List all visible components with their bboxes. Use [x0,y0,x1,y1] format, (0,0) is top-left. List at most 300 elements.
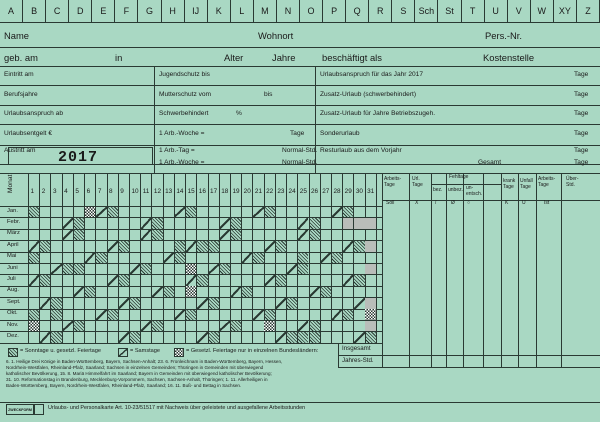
monat-label: Monat [7,174,14,193]
saturday-cell [51,264,62,275]
summary-header: Url. Tage [412,176,423,188]
sunday-holiday-cell [298,252,309,263]
index-letter: E [92,0,115,22]
sunday-holiday-cell [309,218,320,229]
summary-code: U [522,200,526,206]
jahres-std-label: Jahres-Std. [342,356,374,364]
sunday-holiday-cell [365,332,376,343]
sunday-holiday-cell [29,309,40,320]
day-number: 27 [322,188,330,195]
month-label: März [7,230,20,237]
index-letter: Z [577,0,600,22]
form-unit-label: bis [264,91,273,98]
sunday-holiday-cell [73,229,84,240]
summary-header: unbez. [448,187,464,193]
regional-holiday-cell [365,309,376,320]
saturday-cell [174,309,185,320]
summary-code: Ø [451,200,455,206]
saturday-cell [208,264,219,275]
saturday-cell [73,286,84,297]
form-col-divider [315,66,316,173]
index-letter: A [0,0,23,22]
summary-code: / [435,200,437,206]
form-field-label: 1 Arb.-Tag = [159,147,195,154]
sunday-holiday-cell [107,309,118,320]
saturday-cell [141,229,152,240]
sunday-holiday-cell [231,229,242,240]
sunday-holiday-cell [152,229,163,240]
sunday-holiday-cell [219,264,230,275]
day-number: 26 [311,188,319,195]
sunday-holiday-cell [309,229,320,240]
saturday-cell [231,286,242,297]
summary-header: Unfall Tage [520,178,533,190]
day-col-line [62,173,63,343]
sunday-holiday-cell [253,252,264,263]
form-field-label: Zusatz-Urlaub (schwerbehindert) [320,91,417,98]
alphabet-index-bar [0,0,600,22]
sunday-holiday-cell [174,252,185,263]
summary-code: X [415,200,419,206]
kostenstelle-label: Kostenstelle [483,52,535,63]
form-field-label: 1 Arb.-Woche = [159,159,205,166]
legend-regional-swatch [174,348,184,357]
summary-col-line [382,173,383,367]
form-unit-label: Tage [574,71,589,78]
sunday-holiday-cell [309,321,320,332]
sunday-holiday-cell [275,275,286,286]
saturday-cell [107,275,118,286]
holiday-note-line: Baden-Württemberg, Bayern, Nordrhein-Westfalen, Rheinland-Pfalz, Saarland; 16. 11. Buß- und Bettag in Sachsen. [6,383,242,389]
saturday-cell [332,309,343,320]
sunday-holiday-cell [275,241,286,252]
month-label: Febr. [7,218,21,225]
form-unit-label: Tage [574,147,589,154]
sunday-holiday-cell [73,218,84,229]
day-number: 5 [75,188,79,195]
month-label: Mai [7,253,17,260]
holiday-note-line: 6. 1. Heilige Drei Könige in Baden-Württemberg, Bayern, Sachsen-Anhalt; 23. 6. Fronleichnam in Baden-Württemberg, Bayern, Hessen, [6,358,283,364]
day-number: 19 [232,188,240,195]
index-letter: B [23,0,46,22]
form-row-line [0,124,600,125]
index-letter: Sch [415,0,438,22]
saturday-cell [354,298,365,309]
day-number: 8 [109,188,113,195]
form-unit-label: Tage [574,159,589,166]
month-label: Juni [7,264,18,271]
summary-col-line [409,173,410,367]
gebam-row-line [0,66,600,67]
saturday-cell [275,332,286,343]
day-number: 23 [277,188,285,195]
summary-code: ○ [467,200,471,206]
day-number: 7 [97,188,102,195]
summary-header: Arbeits- Tage [538,176,556,188]
day-col-line [151,173,152,343]
sunday-holiday-cell [96,252,107,263]
saturday-cell [62,218,73,229]
form-field-label: 1 Arb.-Woche = [159,130,205,137]
saturday-cell [163,252,174,263]
holiday-note-line: Nordrhein-Westfalen, Rheinland-Pfalz, Saarland; Sachsen in einzelnen Gemeinden; Thüringen in Gemeinden mit überwiegend [6,364,264,370]
day-number: 12 [153,188,162,195]
saturday-cell [62,321,73,332]
unused-day-cell [365,218,376,229]
sunday-holiday-cell [130,332,141,343]
saturday-cell [253,309,264,320]
month-label: Aug. [7,287,19,294]
index-letter: T [462,0,485,22]
saturday-cell [141,218,152,229]
legend-saturday-label: = Samstage [130,347,161,354]
saturday-cell [343,275,354,286]
day-number: 21 [254,188,262,195]
index-letter: C [46,0,69,22]
saturday-cell [287,264,298,275]
index-letter: O [300,0,323,22]
sunday-holiday-cell [264,207,275,218]
form-row-line [0,85,600,86]
totals-left-line [338,343,339,367]
day-col-line [73,173,74,343]
sunday-holiday-cell [343,309,354,320]
summary-col-line [463,173,464,367]
saturday-cell [264,275,275,286]
form-row-line [0,145,600,146]
jahre-label: Jahre [272,52,296,63]
sunday-holiday-cell [118,275,129,286]
sunday-holiday-cell [320,286,331,297]
saturday-cell [141,321,152,332]
sunday-holiday-cell [231,218,242,229]
name-row-line [0,47,600,48]
summary-col-line [561,173,562,367]
index-letter: S [392,0,415,22]
form-field-label: Schwerbehindert [159,110,209,117]
day-col-line [39,173,40,343]
day-number: 13 [165,188,173,195]
saturday-cell [332,207,343,218]
day-number: 14 [176,188,184,195]
day-col-line [309,173,310,343]
sunday-holiday-cell [107,207,118,218]
summary-col-line [536,173,537,367]
regional-holiday-cell [29,321,40,332]
form-unit-label: Tage [574,91,589,98]
regional-holiday-cell [85,207,96,218]
form-field-label: Zusatz-Urlaub für Jahre Betriebszugeh. [320,110,436,117]
saturday-cell [174,207,185,218]
month-row-line [0,229,382,230]
sunday-holiday-cell [343,207,354,218]
index-letter: D [69,0,92,22]
sunday-holiday-cell [29,252,40,263]
regional-holiday-cell [264,321,275,332]
day-number: 6 [86,188,91,195]
index-letter: XY [554,0,577,22]
saturday-cell [309,286,320,297]
form-field-label: Sonderurlaub [320,130,360,137]
summary-col-line [518,173,519,367]
summary-col-line [483,173,484,367]
saturday-cell [40,332,51,343]
index-letter: U [485,0,508,22]
brand-mark [34,404,44,415]
geb-am-label: geb. am [4,52,38,63]
month-label: Sept. [7,298,21,305]
index-letter: V [508,0,531,22]
form-col-divider [154,66,155,173]
sunday-holiday-cell [40,241,51,252]
unused-day-cell [365,298,376,309]
day-number: 20 [243,188,251,195]
saturday-cell [197,332,208,343]
form-field-label: Urlaubsentgelt € [4,130,53,137]
sunday-holiday-cell [62,264,73,275]
form-field-label: Urlaubsanspruch ab [4,110,64,117]
sunday-holiday-cell [152,321,163,332]
saturday-cell [298,229,309,240]
sunday-holiday-cell [152,218,163,229]
sunday-holiday-cell [85,286,96,297]
sunday-holiday-cell [174,241,185,252]
saturday-cell [96,309,107,320]
index-letter: N [277,0,300,22]
month-label: Jan. [7,207,18,214]
sunday-holiday-cell [287,332,298,343]
day-number: 17 [210,188,218,195]
alpha-bottom-line [0,22,600,23]
day-number: 28 [333,188,341,195]
saturday-cell [96,207,107,218]
sunday-holiday-cell [309,332,320,343]
form-row-line [0,105,600,106]
day-number: 3 [52,188,57,195]
day-number: 11 [142,188,150,195]
day-col-line [208,173,209,343]
month-row-line [0,343,382,344]
day-col-line [140,173,141,343]
summary-code: Ist [544,200,550,206]
sunday-holiday-cell [186,309,197,320]
summary-code: K [505,200,509,206]
sunday-holiday-cell [287,298,298,309]
sunday-holiday-cell [197,275,208,286]
index-letter: St [438,0,461,22]
form-unit-label: Tage [290,130,305,137]
day-col-line [230,173,231,343]
saturday-cell [107,241,118,252]
sunday-holiday-cell [51,332,62,343]
index-letter: L [231,0,254,22]
saturday-cell [354,332,365,343]
saturday-cell [219,229,230,240]
day-number: 25 [299,188,307,195]
sunday-holiday-cell [51,298,62,309]
saturday-cell [62,229,73,240]
totals-line [338,355,600,356]
saturday-cell [253,207,264,218]
legend-saturday-swatch [118,348,128,357]
saturday-cell [264,241,275,252]
saturday-cell [298,321,309,332]
summary-header: Fehltage [449,174,469,180]
form-field-label: Eintritt am [4,71,34,78]
day-number: 10 [131,188,139,195]
footer-title: Urlaubs- und Personalkarte Art. 10-23/51517 mit Nachweis über geleistete und ausgefallene Arbeitsstunden [48,405,306,411]
day-number: 18 [221,188,229,195]
saturday-cell [242,252,253,263]
unused-day-cell [354,218,365,229]
holiday-note-line: katholischer Bevölkerung, 15. 8. Mariä Himmelfahrt im Saarland; Bayern in Gemeinden mit überwiegend katholischer Bevölkerung; [6,371,272,376]
unused-day-cell [365,321,376,332]
totals-bottom-line [338,367,600,368]
holiday-note-line: 31. 10. Reformationstag in Brandenburg, Mecklenburg-Vorpommern, Sachsen, Sachsen-Anhalt, Thüringen; 1. 11. Allerheiligen in [6,377,268,383]
day-number: 29 [344,188,352,195]
index-letter: IJ [185,0,208,22]
summary-header: un- entsch. [466,185,483,197]
in-label: in [115,52,123,63]
day-number: 22 [266,188,274,195]
day-number: 9 [120,188,124,195]
form-field-label: Austritt am [4,147,36,154]
summary-col-line [431,173,432,367]
sunday-holiday-cell [242,286,253,297]
year-box-right [152,147,153,164]
form-unit-label: Tage [574,110,589,117]
sunday-holiday-cell [208,241,219,252]
saturday-cell [85,252,96,263]
saturday-cell [197,298,208,309]
month-label: Juli [7,275,16,282]
index-letter: R [369,0,392,22]
day-col-line [118,173,119,343]
footer-line [0,402,600,403]
saturday-cell [219,218,230,229]
day-number: 2 [41,188,46,195]
saturday-cell [152,286,163,297]
day-col-line [275,173,276,343]
month-label: Dez. [7,332,19,339]
sunday-holiday-cell [163,286,174,297]
day-col-line [196,173,197,343]
sunday-holiday-cell [141,264,152,275]
form-unit-label: Tage [574,130,589,137]
sunday-holiday-cell [354,241,365,252]
sunday-holiday-cell [73,321,84,332]
sunday-holiday-cell [29,207,40,218]
index-letter: F [115,0,138,22]
sunday-holiday-cell [264,309,275,320]
saturday-cell [219,321,230,332]
alter-label: Alter [224,52,244,63]
insgesamt-label: Insgesamt [342,344,371,352]
unused-day-cell [365,264,376,275]
form-unit-label: Normal-Std. [282,159,318,166]
day-number: 4 [64,188,68,195]
month-label: Nov. [7,321,19,328]
summary-header: Arbeits- Tage [384,176,402,188]
index-letter: M [254,0,277,22]
sunday-holiday-cell [332,252,343,263]
legend-sunday-swatch [8,348,18,357]
day-number: 24 [288,188,296,195]
name-label: Name [4,30,30,41]
day-number: 16 [198,188,206,195]
sunday-holiday-cell [186,207,197,218]
form-unit-label: Normal-Std. [282,147,318,154]
sunday-holiday-cell [73,264,84,275]
saturday-cell [118,332,129,343]
day-col-line [219,173,220,343]
sunday-holiday-cell [354,275,365,286]
month-row-line [0,217,382,218]
saturday-cell [186,241,197,252]
wohnort-label: Wohnort [258,30,294,41]
index-letter: P [323,0,346,22]
index-letter: Q [346,0,369,22]
summary-header: krank Tage [503,178,516,190]
saturday-cell [298,218,309,229]
sunday-holiday-cell [298,332,309,343]
month-label: April [7,241,19,248]
month-label: Okt. [7,310,18,317]
form-field-label: Gesamt [478,159,502,166]
form-field-label: Jugendschutz bis [159,71,210,78]
sunday-holiday-cell [51,309,62,320]
legend-sunday-label: = Sonntage u. gesetzl. Feiertage [20,347,102,354]
day-number: 30 [355,188,363,195]
sunday-holiday-cell [298,264,309,275]
unused-day-cell [343,218,354,229]
legend-regional-label: = Gesetzl. Feiertage nur in einzelnen Bundesländern: [186,347,319,354]
regional-holiday-cell [186,286,197,297]
form-field-label: Berufsjahre [4,91,38,98]
saturday-cell [29,275,40,286]
summary-code: Soll [386,200,395,206]
index-letter: G [138,0,161,22]
saturday-cell [343,241,354,252]
summary-col-line [446,173,447,367]
form-unit-label: % [236,110,242,117]
form-field-label: Urlaubsanspruch für das Jahr 2017 [320,71,423,78]
form-field-label: Mutterschutz vom [159,91,212,98]
brand-logo: ZWECKFORM [6,404,34,415]
day-col-line [376,173,377,343]
day-number: 1 [30,188,35,195]
month-row-line [0,320,382,321]
day-col-line [286,173,287,343]
sunday-holiday-cell [130,298,141,309]
persnr-label: Pers.-Nr. [485,30,522,41]
sunday-holiday-cell [231,321,242,332]
beschaeftigt-label: beschäftigt als [322,52,382,63]
day-number: 15 [187,188,195,195]
saturday-cell [320,252,331,263]
form-field-label: Resturlaub aus dem Vorjahr [320,147,402,154]
index-letter: K [208,0,231,22]
form-bottom-line [0,173,600,174]
saturday-cell [29,241,40,252]
sunday-holiday-cell [208,332,219,343]
saturday-cell [40,298,51,309]
year-label: 2017 [58,149,99,166]
unused-day-cell [365,241,376,252]
day-col-line [353,173,354,343]
regional-holiday-cell [186,264,197,275]
day-number: 31 [367,188,375,195]
